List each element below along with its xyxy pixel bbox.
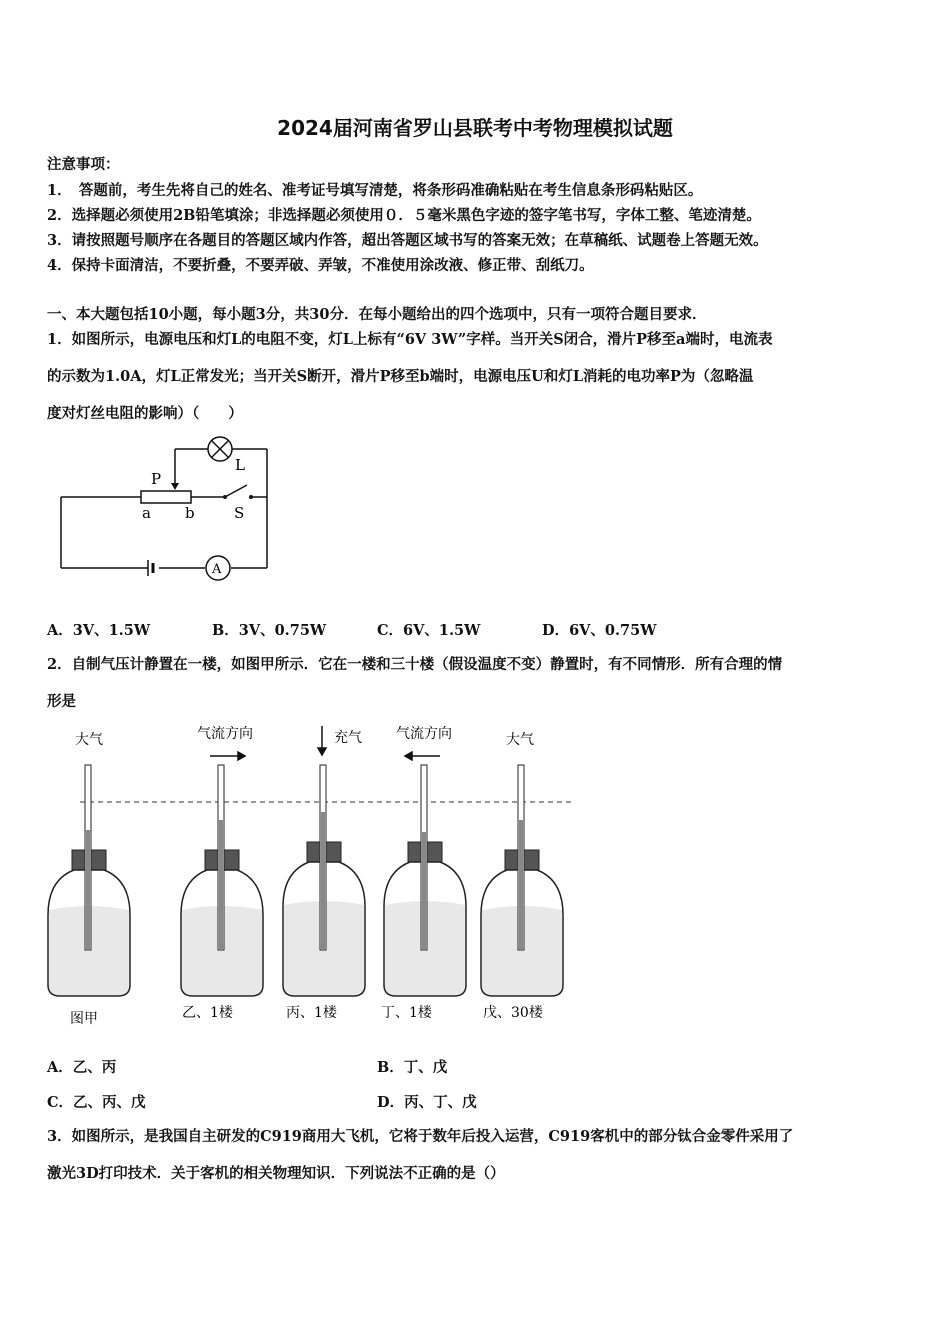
q1-line-1: 1．如图所示，电源电压和灯L的电阻不变，灯L上标有“6V 3W”字样。当开关S闭合，滑片P移至a端时，电流表	[47, 331, 773, 348]
top-label-1: 大气	[75, 732, 103, 748]
barometer-figure	[40, 720, 580, 1030]
bottle-ding	[384, 765, 466, 996]
label-P: P	[151, 470, 162, 488]
q3-line-2: 激光3D打印技术．关于客机的相关物理知识．下列说法不正确的是（）	[47, 1165, 505, 1182]
page-title: 2024届河南省罗山县联考中考物理模拟试题	[277, 116, 673, 140]
label-a: a	[142, 504, 151, 522]
notice-item-3: 3．请按照题号顺序在各题目的答题区域内作答，超出答题区域书写的答案无效；在草稿纸、试题卷上答题无效。	[47, 232, 768, 249]
label-L: L	[235, 456, 245, 474]
label-b: b	[185, 504, 195, 522]
section-heading: 一、本大题包括10小题，每小题3分，共30分．在每小题给出的四个选项中，只有一项符合题目要求．	[47, 306, 707, 323]
q2-option-d[interactable]: D．丙、丁、戊	[377, 1094, 477, 1111]
q1-option-b[interactable]: B．3V、0.75W	[212, 622, 327, 639]
circuit-diagram	[55, 432, 280, 582]
bottom-label-5: 戊、30楼	[483, 1005, 543, 1021]
q1-option-d[interactable]: D．6V、0.75W	[542, 622, 657, 639]
q1-line-2: 的示数为1.0A，灯L正常发光；当开关S断开，滑片P移至b端时，电源电压U和灯L消耗的电功率P为（忽略温	[47, 368, 754, 385]
bottle-bing	[283, 765, 365, 996]
top-label-2: 气流方向	[197, 726, 253, 742]
bottom-label-2: 乙、1楼	[182, 1005, 233, 1021]
q2-option-c[interactable]: C．乙、丙、戊	[47, 1094, 146, 1111]
q3-line-1: 3．如图所示，是我国自主研发的C919商用大飞机，它将于数年后投入运营，C919客机中的部分钛合金零件采用了	[47, 1128, 794, 1145]
notice-item-4: 4．保持卡面清洁，不要折叠，不要弄破、弄皱，不准使用涂改液、修正带、刮纸刀。	[47, 257, 594, 274]
q2-line-2: 形是	[47, 693, 76, 710]
bottom-label-3: 丙、1楼	[286, 1005, 337, 1021]
bottom-label-4: 丁、1楼	[381, 1005, 432, 1021]
q2-option-a[interactable]: A．乙、丙	[47, 1059, 117, 1076]
top-label-5: 大气	[506, 732, 534, 748]
label-S: S	[234, 504, 245, 522]
bottle-jia	[48, 765, 130, 996]
q1-option-a[interactable]: A．3V、1.5W	[47, 622, 151, 639]
bottom-label-1: 图甲	[70, 1011, 98, 1027]
q1-line-3: 度对灯丝电阻的影响）（ ）	[47, 405, 243, 422]
q2-option-b[interactable]: B．丁、戊	[377, 1059, 448, 1076]
bottle-yi	[181, 765, 263, 996]
top-label-3: 充气	[334, 730, 362, 746]
notice-item-2: 2．选择题必须使用2B铅笔填涂；非选择题必须使用０．５毫米黑色字迹的签字笔书写，字体工整、笔迹清楚。	[47, 207, 761, 224]
q2-line-1: 2．自制气压计静置在一楼，如图甲所示．它在一楼和三十楼（假设温度不变）静置时，有不同情形．所有合理的情	[47, 656, 783, 673]
notice-item-1: 1． 答题前，考生先将自己的姓名、准考证号填写清楚，将条形码准确粘贴在考生信息条形码粘贴区。	[47, 182, 703, 199]
notice-heading: 注意事项：	[47, 156, 120, 173]
top-label-4: 气流方向	[396, 726, 452, 742]
q1-option-c[interactable]: C．6V、1.5W	[377, 622, 481, 639]
label-A: A	[212, 562, 222, 577]
bottle-wu	[481, 765, 563, 996]
